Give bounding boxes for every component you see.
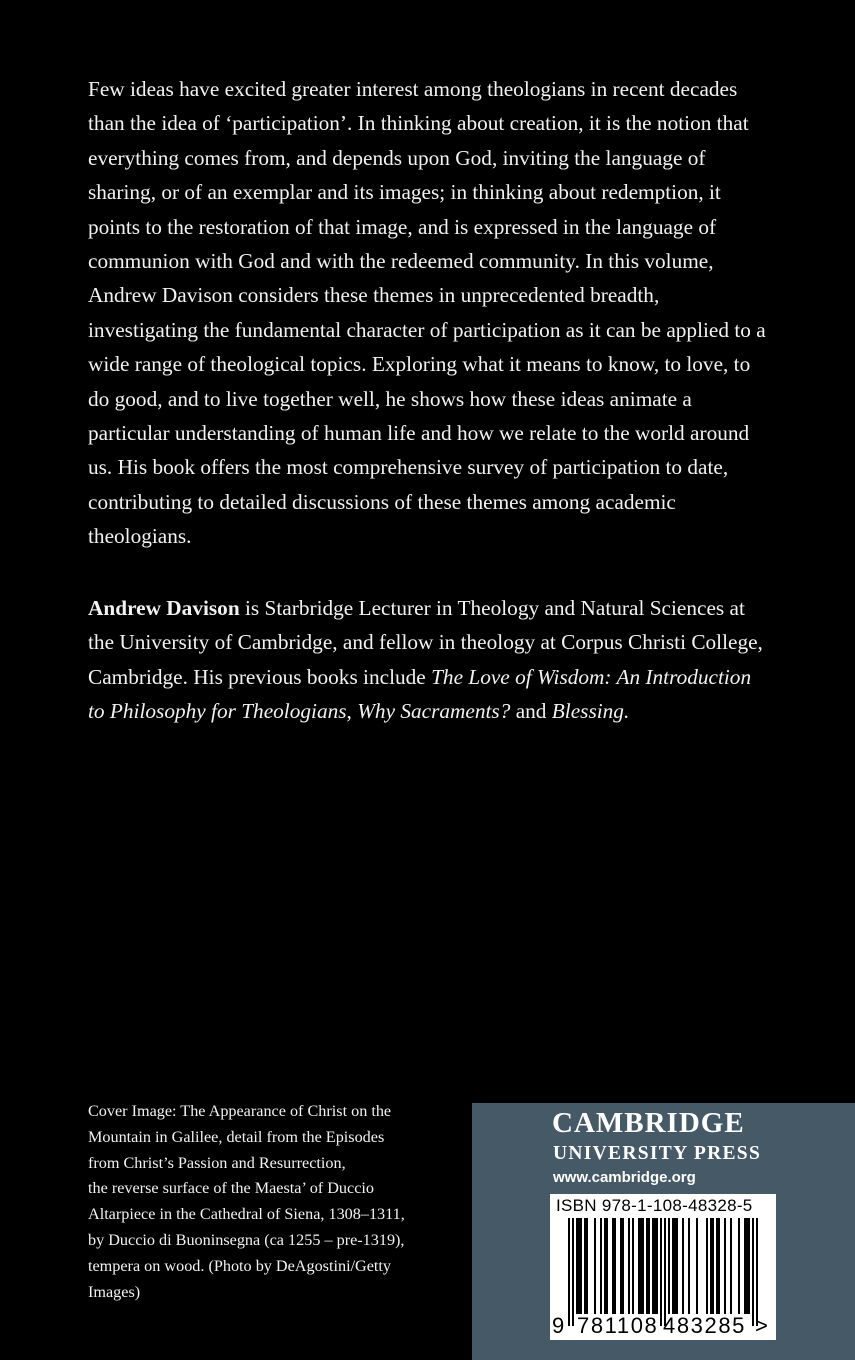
barcode-bar: [568, 1218, 570, 1326]
barcode-bar: [688, 1218, 690, 1314]
author-bio-text-1: is Starbridge Lecturer in Theology and Natural Sciences at the University of Cambridge, and fellow in theology at Corpus Christi College, Cambridge. His previous books include: [88, 596, 763, 689]
barcode-bar: [648, 1218, 650, 1314]
barcode-bar: [632, 1218, 634, 1314]
barcode-bar: [724, 1218, 726, 1314]
barcode-bar: [756, 1218, 758, 1326]
isbn-barcode: [550, 1194, 776, 1340]
book-description: Few ideas have excited greater interest among theologians in recent decades than the idea of ‘participation’. In thinking about creation, it is the notion that everything comes from, and depends upon God, inviting the language of sharing, or of an exemplar and its images; in thinking about redemption, it points to the restoration of that image, and is expressed in the language of communion with God and with the redeemed community. In this volume, Andrew Davison considers these themes in unprecedented breadth, investigating the fundamental character of participation as it can be applied to a wide range of theological topics. Exploring what it means to know, to love, to do good, and to live together well, he shows how these ideas animate a particular understanding of human life and how we relate to the world around us. His book offers the most comprehensive survey of participation to date, contributing to detailed discussions of these themes among academic theologians.: [88, 77, 766, 549]
previous-book-3: Blessing.: [551, 699, 630, 724]
barcode-bar: [706, 1218, 708, 1314]
barcode-bar: [748, 1218, 750, 1314]
barcode-bar: [604, 1218, 606, 1314]
publisher-url: www.cambridge.org: [553, 1169, 696, 1186]
barcode-bar: [738, 1218, 740, 1314]
barcode-bar: [718, 1218, 720, 1314]
credit-line: Mountain in Galilee, detail from the Episodes: [88, 1127, 385, 1146]
barcode-bar: [620, 1218, 622, 1314]
barcode-bar: [572, 1218, 574, 1326]
publisher-logo-name: CAMBRIDGE: [552, 1107, 745, 1139]
credit-line: tempera on wood. (Photo by DeAgostini/Getty: [88, 1256, 392, 1275]
barcode-bar: [586, 1218, 588, 1314]
barcode-bar: [668, 1218, 670, 1314]
barcode-bar: [660, 1218, 662, 1326]
barcode-bar: [612, 1218, 614, 1314]
barcode-bar: [638, 1218, 640, 1314]
ean-digits: [550, 1313, 776, 1339]
barcode-bar: [672, 1218, 674, 1314]
barcode-bar: [614, 1218, 616, 1314]
barcode-bar: [696, 1218, 698, 1314]
author-bio-sep-2: and: [510, 699, 552, 724]
credit-line: Images): [88, 1282, 141, 1301]
barcode-bar: [606, 1218, 608, 1314]
barcode-bar: [600, 1218, 602, 1314]
credit-line: from Christ’s Passion and Resurrection,: [88, 1153, 346, 1172]
ean-quiet-mark: >: [755, 1313, 768, 1338]
barcode-bar: [576, 1218, 578, 1314]
barcode-bar: [580, 1218, 582, 1314]
previous-book-1: The Love of Wisdom: An Introduction to Philosophy for Theologians: [88, 664, 752, 724]
barcode-bar: [594, 1218, 596, 1314]
author-bio: [88, 591, 768, 729]
barcode-bar: [584, 1218, 586, 1314]
credit-line: Altarpiece in the Cathedral of Siena, 1308–1311,: [88, 1205, 405, 1224]
publisher-panel: [472, 1103, 855, 1360]
barcode-bar: [664, 1218, 666, 1326]
barcode-bar: [752, 1218, 754, 1326]
cover-image-credit: [88, 1099, 458, 1305]
barcode-bar: [746, 1218, 748, 1314]
author-name: Andrew Davison: [88, 596, 240, 620]
barcode-bar: [710, 1218, 712, 1314]
ean-left-group: 781108: [577, 1313, 659, 1338]
barcode-bar: [744, 1218, 746, 1314]
barcode-bar: [578, 1218, 580, 1314]
barcode-bar: [730, 1218, 732, 1314]
barcode-bar: [642, 1218, 644, 1314]
isbn-label: ISBN 978-1-108-48328-5: [556, 1196, 753, 1215]
barcode-bar: [646, 1218, 648, 1314]
barcode-bar: [682, 1218, 684, 1314]
barcode-bar: [674, 1218, 676, 1314]
barcode-bar: [654, 1218, 656, 1314]
ean-right-group: 483285: [663, 1313, 747, 1338]
barcode-bar: [640, 1218, 642, 1314]
barcode-bar: [628, 1218, 630, 1314]
credit-line: Cover Image: The Appearance of Christ on the: [88, 1102, 392, 1120]
author-bio-sep-1: ,: [346, 699, 358, 724]
credit-line: the reverse surface of the Maesta’ of Duccio: [88, 1179, 374, 1198]
barcode-bar: [656, 1218, 658, 1314]
barcode-bar: [652, 1218, 654, 1314]
barcode-bar: [712, 1218, 714, 1314]
barcode-bar: [622, 1218, 624, 1314]
previous-book-2: Why Sacraments?: [357, 699, 511, 724]
barcode-bar: [716, 1218, 718, 1314]
publisher-logo-press: UNIVERSITY PRESS: [553, 1143, 762, 1164]
credit-line: by Duccio di Buoninsegna (ca 1255 – pre-1319),: [88, 1230, 405, 1249]
barcode-bar: [676, 1218, 678, 1314]
ean-first-digit: 9: [552, 1313, 565, 1338]
